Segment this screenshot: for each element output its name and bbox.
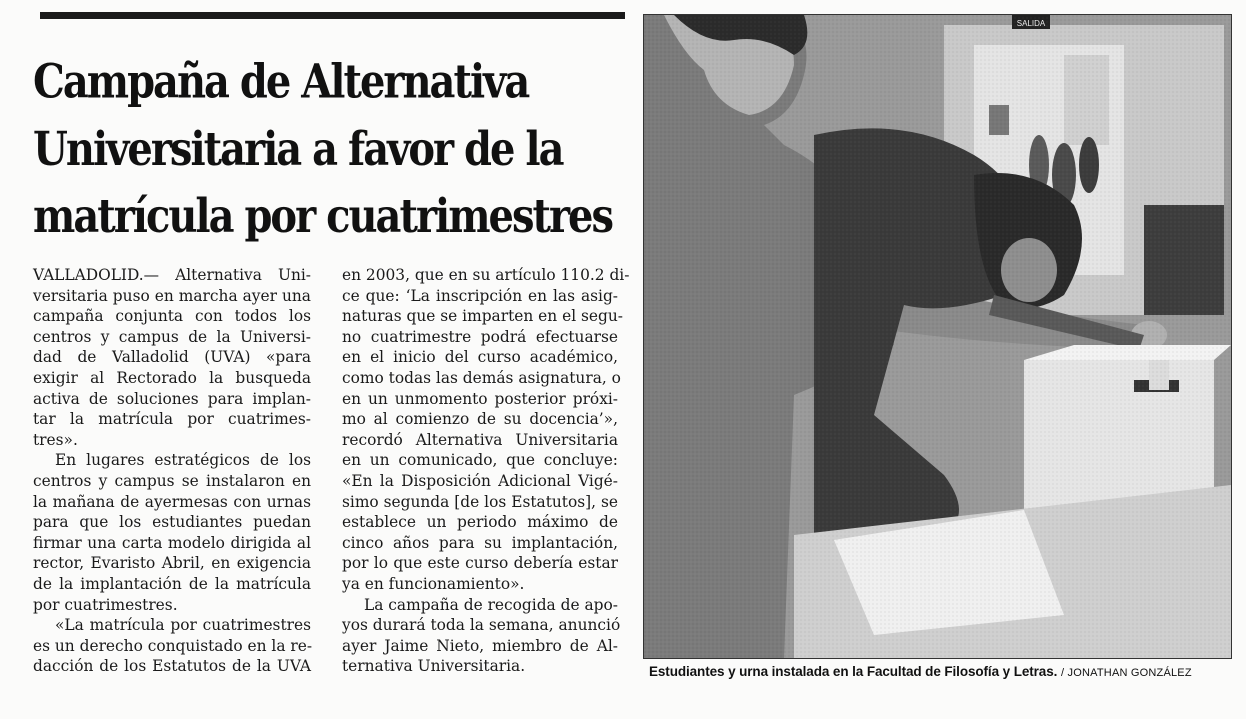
body-line: recordó Alternativa Universitaria (342, 430, 618, 449)
body-line: para que los estudiantes puedan (33, 513, 311, 532)
headline-line-3: matrícula por cuatrimestres (33, 188, 613, 244)
body-line: «En la Disposición Adicional Vigé- (342, 471, 618, 490)
body-line: naturas que se imparten en el segu- (342, 307, 623, 326)
body-line: establece un periodo máximo de (342, 513, 618, 532)
body-line: dad de Valladolid (UVA) «para (33, 348, 311, 367)
body-line: ya en funcionamiento». (342, 574, 525, 593)
body-line: simo segunda [de los Estatutos], se (342, 492, 618, 511)
body-line: yos durará toda la semana, anunció (342, 616, 621, 635)
body-line: dacción de los Estatutos de la UVA (33, 657, 311, 676)
body-line: firmar una carta modelo dirigida al (33, 533, 311, 552)
headline-line-1: Campaña de Alternativa (33, 53, 529, 110)
body-line: la mañana de ayermesas con urnas (33, 492, 311, 511)
body-line: tres». (33, 430, 78, 449)
article-column-2 (342, 265, 630, 677)
body-line: La campaña de recogida de apo- (364, 595, 618, 614)
photo-credit: / JONATHAN GONZÁLEZ (1061, 667, 1192, 679)
top-rule (40, 12, 625, 19)
article-column-1 (33, 265, 311, 677)
body-line: en un unmomento posterior próxi- (342, 389, 618, 408)
body-line: VALLADOLID.— Alternativa Uni- (33, 266, 311, 284)
headline-line-2: Universitaria a favor de la (33, 121, 563, 177)
body-line: exigir al Rectorado la busqueda (33, 368, 311, 387)
caption-text: Estudiantes y urna instalada en la Facultad de Filosofía y Letras. (649, 664, 1058, 679)
body-line: ce que: ‘La inscripción en las asig- (342, 286, 618, 305)
body-line: «La matrícula por cuatrimestres (55, 616, 311, 635)
body-line: por lo que este curso debería estar (342, 554, 618, 573)
body-line: campaña conjunta con todos los (33, 307, 311, 326)
body-line: tar la matrícula por cuatrimes- (33, 410, 311, 429)
body-line: no cuatrimestre podrá efectuarse (342, 327, 618, 346)
body-line: cinco años para su implantación, (342, 533, 618, 552)
body-line: en el inicio del curso académico, (342, 348, 618, 367)
body-line: activa de soluciones para implan- (33, 389, 311, 408)
body-line: en 2003, que en su artículo 110.2 di- (342, 266, 630, 284)
body-line: es un derecho conquistado en la re- (33, 636, 313, 655)
body-line: centros y campus de la Universi- (33, 327, 311, 346)
body-line: ternativa Universitaria. (342, 657, 526, 676)
body-line: de la implantación de la matrícula (33, 574, 311, 593)
body-line: rector, Evaristo Abril, en exigencia (33, 554, 311, 573)
headline (33, 48, 633, 250)
body-line: como todas las demás asignatura, o (342, 368, 621, 387)
body-line: En lugares estratégicos de los (55, 451, 311, 470)
news-photo (643, 14, 1232, 659)
body-line: en un comunicado, que concluye: (342, 451, 618, 470)
photo-caption (649, 664, 1229, 679)
body-line: por cuatrimestres. (33, 595, 178, 614)
photo-illustration (644, 15, 1231, 658)
body-line: ayer Jaime Nieto, miembro de Al- (342, 636, 618, 655)
body-line: mo al comienzo de su docencia’», (342, 410, 618, 429)
body-line: versitaria puso en marcha ayer una (33, 286, 311, 305)
body-line: centros y campus se instalaron en (33, 471, 311, 490)
